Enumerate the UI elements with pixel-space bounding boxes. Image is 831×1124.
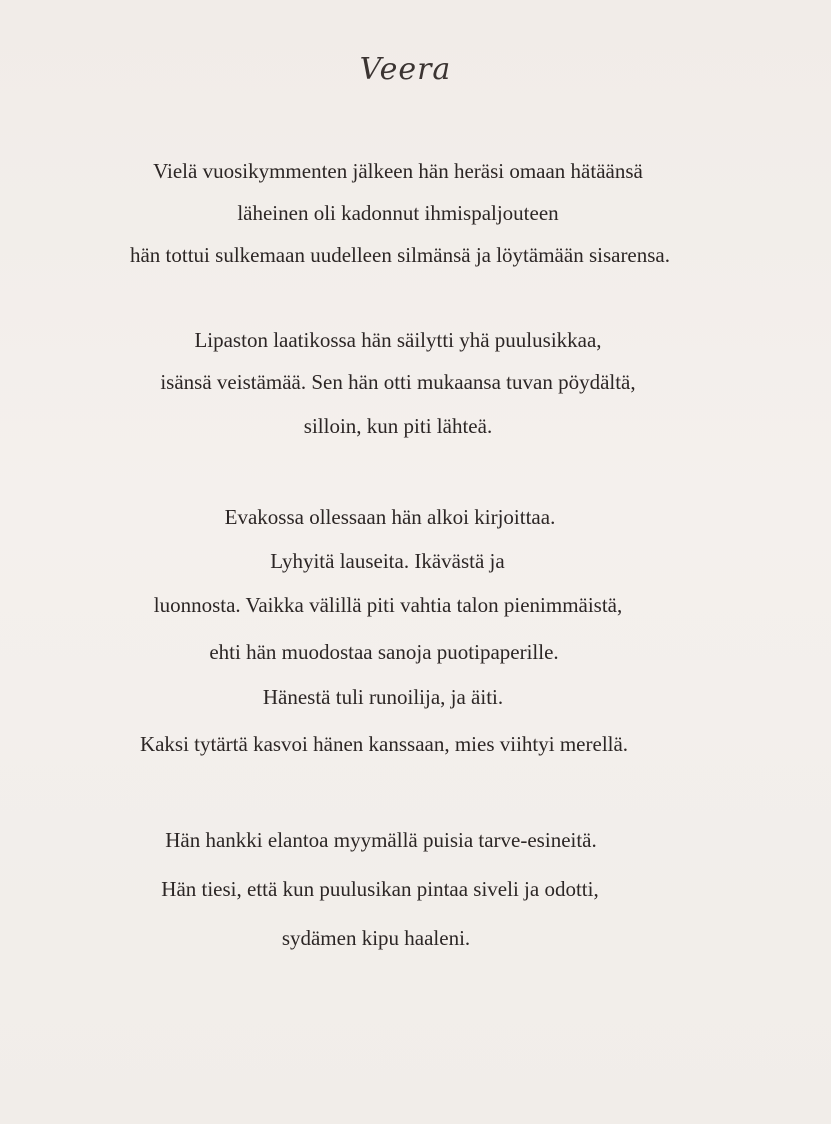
poem-line: luonnosta. Vaikka välillä piti vahtia talon pienimmäistä,	[153, 593, 623, 617]
poem-line: Lyhyitä lauseita. Ikävästä ja	[270, 549, 505, 573]
poem-line: sydämen kipu haaleni.	[281, 926, 471, 950]
poem-line: isänsä veistämää. Sen hän otti mukaansa tuvan pöydältä,	[160, 370, 636, 394]
poem-line: Kaksi tytärtä kasvoi hänen kanssaan, mies viihtyi merellä.	[139, 732, 629, 756]
poem-title: Veera	[359, 52, 452, 87]
poem-line: läheinen oli kadonnut ihmispaljouteen	[237, 201, 559, 225]
poem-line: Vielä vuosikymmenten jälkeen hän heräsi omaan hätäänsä	[153, 159, 643, 183]
poem-line: Hän hankki elantoa myymällä puisia tarve-esineitä.	[165, 828, 597, 852]
poem-line: hän tottui sulkemaan uudelleen silmänsä ja löytämään sisarensa.	[129, 243, 670, 267]
poem-line: Hän tiesi, että kun puulusikan pintaa siveli ja odotti,	[161, 877, 599, 901]
poem-line: Hänestä tuli runoilija, ja äiti.	[262, 685, 504, 709]
poem-line: Evakossa ollessaan hän alkoi kirjoittaa.	[224, 505, 556, 529]
poem-line: ehti hän muodostaa sanoja puotipaperille.	[209, 640, 559, 664]
poem-line: silloin, kun piti lähteä.	[303, 414, 493, 438]
poem-line: Lipaston laatikossa hän säilytti yhä puulusikkaa,	[194, 328, 602, 352]
